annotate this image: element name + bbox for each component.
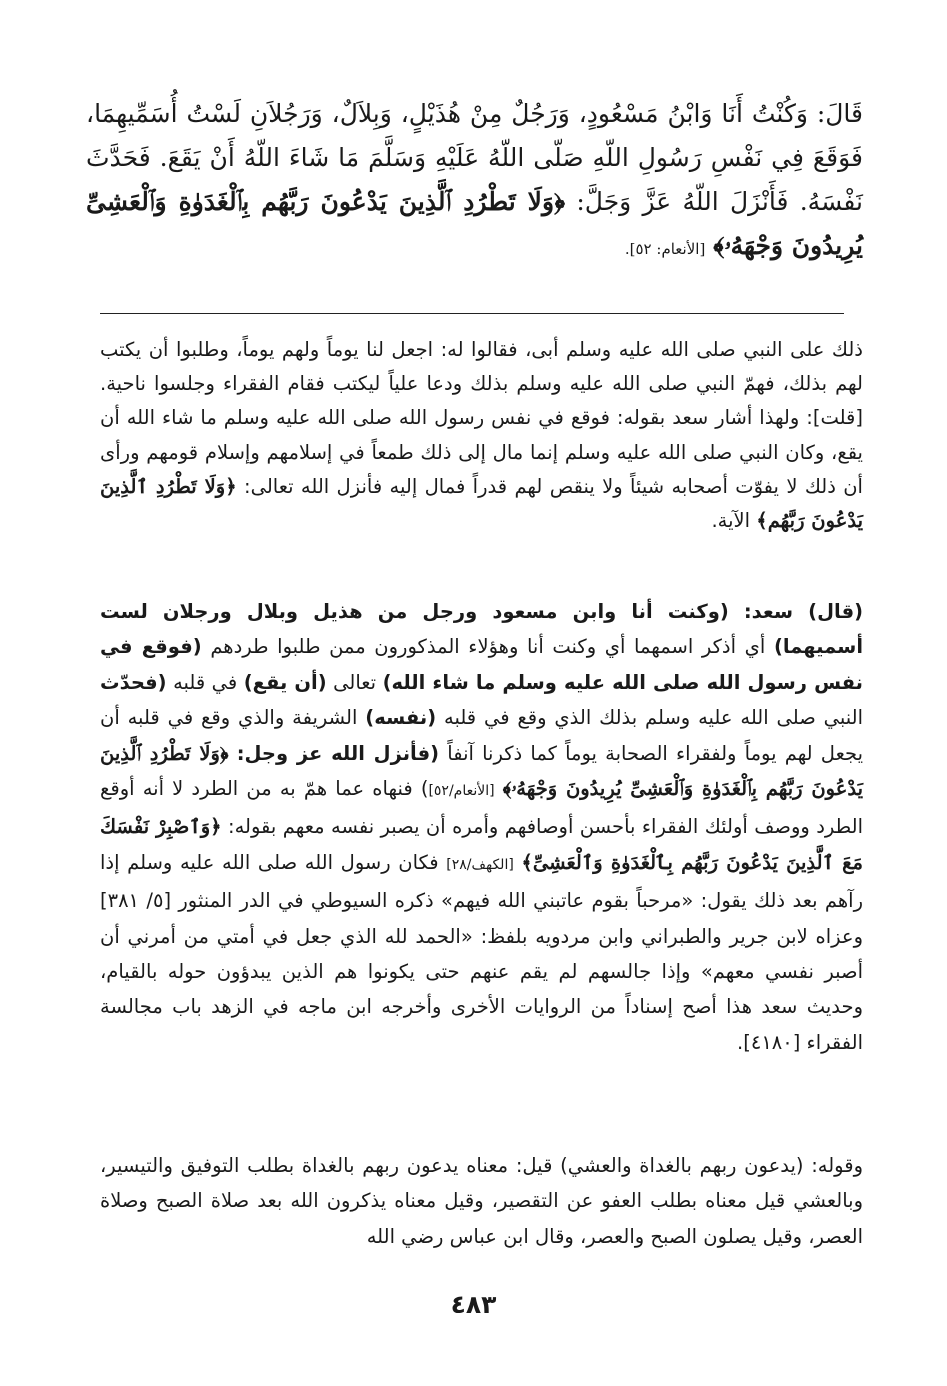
commentary-text-2: تعالى (333, 670, 377, 694)
commentary-bold-4: (فحدّث (100, 670, 167, 694)
verse-reference: [الأنعام: ٥٢]. (624, 240, 706, 258)
commentary-ref-2: [الكهف/٢٨] (446, 856, 514, 873)
hadith-text (86, 92, 863, 271)
commentary-ref-1: [الأنعام/٥٢] (428, 783, 495, 800)
second-paragraph: وقوله: (يدعون ربهم بالغداة والعشي) قيل: معناه يدعون ربهم بالغداة بطلب التوفيق والتيسير، وبالعشي قيل معناه بطلب العفو عن التقصير، وقيل معناه يذكرون الله بعد صلاة الصبح وصلاة العصر، وقيل يصلون الصبح والعصر، وقال ابن عباس رضي الله (100, 1154, 863, 1248)
commentary-text-4: النبي صلى الله عليه وسلم بذلك الذي وقع في قلبه (444, 706, 864, 730)
commentary-text-7: فكان رسول الله صلى الله عليه وسلم إذا رآهم بعد ذلك يقول: «مرحباً بقوم عاتبني الله فيهم» ذكره السيوطي في الدر المنثور [٥/ ٣٨١] وعزاه لابن جرير والطبراني وابن مردويه بلفظ: «الحمد لله الذي جعل في أمتي من أمرني أن أصبر نفسي معهم» وإذا جالسهم لم يقم عنهم حتى يكونوا هم الذين يبدؤون حوله بالقيام، وحديث سعد هذا أصح إسناداً من الروايات الأخرى وأخرجه ابن ماجه في الزهد باب مجالسة الفقراء [٤١٨٠]. (100, 850, 863, 1054)
quran-verse: ﴿وَلَا تَطْرُدِ ٱلَّذِينَ يَدْعُونَ رَبَّهُم بِٱلْغَدَوٰةِ وَٱلْعَشِىِّ يُرِيدُونَ وَجْهَهُۥ﴾ (86, 187, 863, 260)
commentary-bold-2: (فوقع في نفس رسول الله صلى الله عليه وسلم ما شاء الله) (100, 635, 863, 694)
footnote-tail: الآية. (711, 509, 751, 533)
commentary-text-3: في قلبه (173, 670, 238, 694)
footnote-text: ذلك على النبي صلى الله عليه وسلم أبى، فقالوا له: اجعل لنا يوماً ولهم يوماً، وطلبوا أن يكتب لهم بذلك، فهمّ النبي صلى الله عليه وسلم بذلك ودعا علياً ليكتب فقام الفقراء وجلسوا ناحية. [قلت]: ولهذا أشار سعد بقوله: فوقع في نفس رسول الله صلى الله عليه وسلم ما شاء الله أن يقع، وكان النبي صلى الله عليه وسلم إنما مال إلى ذلك طمعاً في إسلامهم وإسلام قومهم ورأى أن ذلك لا يفوّت أصحابه شيئاً ولا ينقص لهم قدراً فمال إليه فأنزل الله تعالى: (100, 338, 863, 498)
commentary-bold-6: (فأنزل الله عز وجل: (236, 741, 440, 765)
commentary (100, 594, 863, 1060)
commentary-bold-1: (قال) سعد: (وكنت أنا وابن مسعود ورجل من هذيل وبلال ورجلان لست أسميهما) (100, 600, 864, 659)
footnote (100, 333, 863, 538)
commentary-bold-3: (أن يقع) (243, 670, 327, 694)
hadith-body: قَالَ: وَكُنْتُ أَنَا وَابْنُ مَسْعُودٍ، وَرَجُلٌ مِنْ هُذَيْلٍ، وَبِلاَلٌ، وَرَجُلاَنِ لَسْتُ أُسَمِّيهِمَا، فَوَقَعَ فِي نَفْسِ رَسُولِ اللّهِ صَلّى اللّهُ عَلَيْهِ وَسَلَّمَ مَا شَاءَ اللّهُ أَنْ يَقَعَ. فَحَدَّثَ نَفْسَهُ. فَأَنْزَلَ اللّهُ عَزَّ وَجَلَّ: (86, 99, 863, 216)
footnote-quran: ﴿وَلَا تَطْرُدِ ٱلَّذِينَ يَدْعُونَ رَبَّهُم﴾ (100, 474, 863, 533)
commentary-text-5: الشريفة والذي وقع في قلبه أن يجعل لهم يوماً ولفقراء الصحابة يوماً كما ذكرنا آنفاً (100, 706, 863, 765)
commentary-text-1: أي أذكر اسمهما أي وكنت أنا وهؤلاء المذكورون ممن طلبوا طردهم (210, 635, 766, 659)
footnote-divider (100, 313, 844, 314)
commentary-quran-2: ﴿وَٱصْبِرْ نَفْسَكَ مَعَ ٱلَّذِينَ يَدْعُونَ رَبَّهُم بِٱلْغَدَوٰةِ وَٱلْعَشِىِّ﴾ (100, 815, 864, 874)
commentary-quran-1: ﴿وَلَا تَطْرُدِ ٱلَّذِينَ يَدْعُونَ رَبَّهُم بِٱلْغَدَوٰةِ وَٱلْعَشِىِّ يُرِيدُونَ وَجْهَهُۥ﴾ (100, 741, 864, 801)
commentary-bold-5: (نفسه) (365, 706, 437, 730)
page-number: ٤٨٣ (450, 1290, 497, 1319)
commentary-text-6: ) فنهاه عما همّ به من الطرد لا أنه أوقع الطرد ووصف أولئك الفقراء بأحسن أوصافهم وأمره أن يصبر نفسه معهم بقوله: (100, 777, 863, 839)
